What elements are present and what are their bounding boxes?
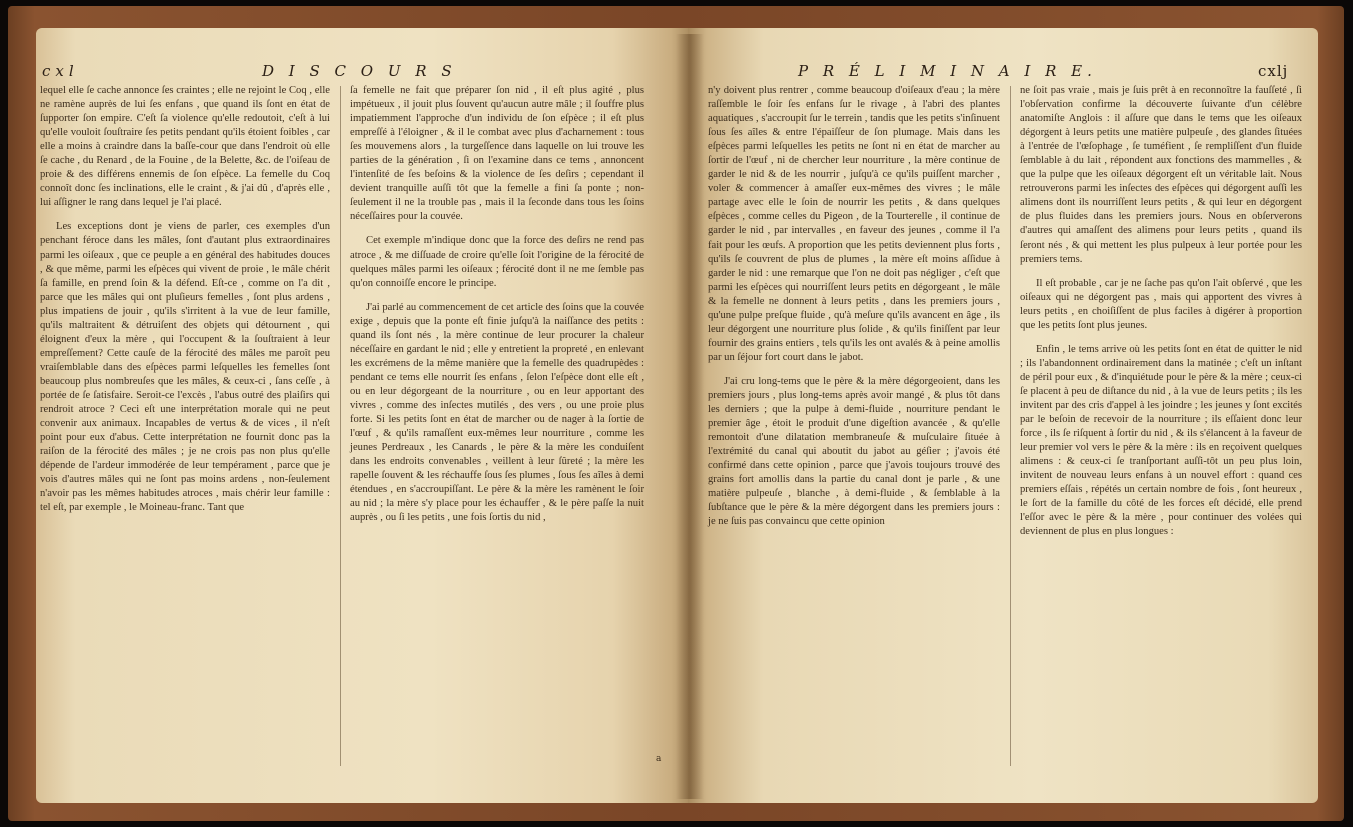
right-folio: cxlj — [1258, 62, 1289, 80]
paragraph: J'ai cru long-tems que le père & la mère dégorgeoient, dans les premiers jours , plus long-tems après avoir mangé , & plus tôt dans les derniers ; que la pulpe à demi-fluide , nourriture pendant le premier âge , étoit le produit d'une digeſtion avancée , & qu'elle remontoit d'une dilatation membraneuſe & muſculaire ſituée à l'extrémité du canal qui aboutit du jabot au géſier ; j'avois été confirmé dans cette opinion , parce que j'avois toujours trouvé des grains fort amollis dans la partie du canal dont je parle , & une matière pulpeuſe , blanche , à demi-fluide , & ſemblable à la ſubſtance que le père & la mère dégorgent dans les premiers jours : je ne ſuis pas convaincu que cette opinion — [708, 375, 1000, 528]
book-gutter — [676, 34, 704, 799]
right-column-1 — [708, 84, 1000, 539]
column-rule — [340, 86, 341, 766]
left-column-1 — [40, 84, 330, 525]
paragraph: Les exceptions dont je viens de parler, ces exemples d'un penchant féroce dans les mâles, ſont d'autant plus extraordinaires parmi les oiſeaux , que ce peuple a en général des habitudes douces , & que même, parmi les eſpèces qui vivent de proie , le mâle chérit ſa famille, en prend ſoin & la défend. Eſt-ce , comme on l'a dit , parce que les mâles qui ont pluſieurs femelles , ſont plus ardens , plus impatiens de jouir , qu'ils s'irritent à la vue de leur famille, qu'ils maltraitent & détruiſent des objets qui détournent , qui éloignent d'eux la mère , qui l'occupent & la ſouſtraient à leur empreſſement? Cette cauſe de la férocité des mâles me paroît peu vraiſemblable dans des eſpèces parmi leſquelles les femelles ſont beaucoup plus nombreuſes que les mâles, & ceux-ci , ſans ceſſe , à portée de ſe ſatisfaire. Seroit-ce l'excès , l'abus outré des plaiſirs qui rendroit atroce ? Ceci eſt une interprétation morale qui ne peut convenir aux animaux. Incapables de vertus & de vices , il n'eſt point pour eux d'abus. Cette interprétation ne fournit donc pas la raiſon de la férocité des mâles ; je ne crois pas non plus qu'elle dépende de l'ardeur immodérée de leur tempérament , parce que je vois d'autres mâles qui ne ſont pas moins ardens , non-ſeulement n'avoir pas les mêmes habitudes atroces , mais chérir leur famille : tel eſt, par exemple , le Moineau-franc. Tant que — [40, 221, 330, 514]
paragraph: ne ſoit pas vraie , mais je ſuis prêt à en reconnoître la fauſſeté , ſi l'obſervation confirme la découverte ſuivante d'un célèbre anatomiſte Anglois : il aſſure que dans le tems que les oiſeaux dégorgent à leurs petits une matière pulpeuſe , des glandes ſituées à l'entrée de l'œſophage , ſe tuméfient , ſe rempliſſent d'un fluide ſemblable à du lait , répondent aux fonctions des mammelles , & que la pulpe que les oiſeaux dégorgent eſt un véritable lait. Nous retrouverons parmi les inſectes des eſpèces qui dégorgent auſſi les alimens dont ils nourriſſent leurs petits , & qui leur en dégorgent de plus fluides dans les premiers jours. Nous en obſerverons d'autres qui amaſſent des alimens pour leurs petits , quand ils ſeront nés , & qui mettent les plus pulpeux à leur portée pour les premiers tems. — [1020, 85, 1302, 265]
right-running-head: P R É L I M I N A I R E. — [798, 62, 1097, 80]
paragraph: Il eſt probable , car je ne ſache pas qu'on l'ait obſervé , que les oiſeaux qui ne dégorgent pas , mais qui apportent des vivres à leurs petits , en choiſiſſent de plus faciles à digérer à proportion que les petits ſont plus jeunes. — [1020, 277, 1302, 331]
left-running-head: D I S C O U R S — [262, 62, 457, 80]
book-spread — [8, 6, 1344, 821]
paragraph: J'ai parlé au commencement de cet article des ſoins que la couvée exige , depuis que la ponte eſt finie juſqu'à la naiſſance des petits : quand ils ſont nés , la mère continue de leur procurer la chaleur néceſſaire en gardant le nid ; elle y entretient la propreté , en enlevant les excrémens de la même manière que la femelle des quadrupèdes : pendant ce tems elle nourrit ſes enfans , ſelon l'eſpèce dont elle eſt , ou en leur dégorgeant de la nourriture , ou en leur apportant des vivres , comme des inſectes mutilés , des vers , ou une proie plus forte. Si les petits ſont en état de marcher ou de nager à la ſortie de l'œuf , & qu'ils ramaſſent eux-mêmes leur nourriture , comme les jeunes Perdreaux , les Canards , le père & la mère les conduiſent dans les endroits convenables , veillent à leur ſûreté ; la mère les rapelle ſouvent & les réchauffe ſous ſes plumes , ſous ſes aîles à demi étendues , en s'accroupiſſant. Le père & la mère les ramènent le ſoir au nid ; la mère s'y place pour les échauffer , & le père paſſe la nuit auprès , ou ſi les petits , une fois ſortis du nid , — [350, 301, 644, 524]
left-column-2 — [350, 84, 644, 535]
right-column-2 — [1020, 84, 1302, 549]
paragraph: lequel elle ſe cache annonce ſes craintes ; elle ne rejoint le Coq , elle ne ramène auprès de lui ſes enfans , que quand ils ſont en état de ſupporter ſon empire. C'eſt ſa violence qu'elle redoutoit, c'eſt à lui qu'elle vouloit ſouſtraire ſes petits pendant qu'ils étoient foibles , car elle a moins à craindre dans la baſſe-cour que dans l'endroit où elle ſe cache , du Renard , de la Fouine , de la Belette, &c. de l'oiſeau de proie & des différens ennemis de ſon eſpèce. La femelle du Coq connoît donc ſes inclinations, elle le craint , & j'ai dû , d'après elle , lui aſſigner le rang dans lequel je l'ai placé. — [40, 85, 330, 209]
paragraph: Cet exemple m'indique donc que la force des deſirs ne rend pas atroce , & me diſſuade de croire qu'elle ſoit l'origine de la férocité de quelques mâles parmi les oiſeaux ; férocité dont il ne me ſemble pas qu'on connoiſſe encore le principe. — [350, 235, 644, 289]
paragraph: n'y doivent plus rentrer , comme beaucoup d'oiſeaux d'eau ; la mère raſſemble le ſoir ſes enfans ſur le rivage , à l'abri des plantes aquatiques , s'accroupit ſur le terrein , tandis que les petits s'inſinuent ſous ſes aîles & entre l'épaiſſeur de ſon plumage. Mais dans les eſpèces parmi leſquelles les petits ne ſont ni en état de marcher au ſortir de l'œuf , ni de chercher leur nourriture , la mère continue de garder le nid & de les nourrir , juſqu'à ce qu'ils puiſſent marcher , voler & commencer à amaſſer eux-mêmes des vivres ; le mâle partage avec elle le ſoin de nourrir les petits , & dans quelques eſpèces , comme celles du Pigeon , de la Tourterelle , il continue de garder le nid , par intervalles , en faveur des jeunes , comme il l'a fait pour les œufs. A proportion que les petits deviennent plus forts , qu'ils ſe couvrent de plus de plumes , la mère eſt moins aſſidue à garder le nid : une remarque que l'on ne doit pas négliger , c'eſt que parmi les eſpèces qui nourriſſent leurs petits en dégorgeant , le mâle & la femelle ne donnent à leurs petits , dans les premiers jours , qu'une pulpe preſque fluide , qu'à meſure qu'ils avancent en âge , ils leur dégorgent une nourriture plus ſolide , & qu'ils finiſſent par leur fournir des grains entiers , tels qu'ils les ont avalés & à peine amollis par un ſéjour fort court dans le jabot. — [708, 85, 1000, 363]
left-folio: cxl — [42, 62, 79, 80]
signature-mark: a — [656, 754, 662, 764]
paragraph: Enfin , le tems arrive où les petits ſont en état de quitter le nid ; ils l'abandonnent ordinairement dans la matinée ; c'eſt un inſtant de péril pour eux , & d'inquiétude pour le père & la mère ; ceux-ci ſe placent à peu de diſtance du nid , à la vue de leurs petits ; ils les invitent par des cris d'appel à les joindre ; les jeunes y ſont excités par le beſoin de recevoir de la nourriture ; ils eſſaient donc leur force , ils ſe riſquent à ſortir du nid , & ils s'élancent à la faveur de leur premier vol vers le père & la mère : ils en reçoivent quelques alimens : & ceux-ci ſe tranſportant auſſi-tôt un peu plus loin, invitent de nouveau leurs enfans à un nouvel effort : quand ces premiers eſſais , répétés un certain nombre de fois , ſont heureux , le ſort de la famille du côté de les forces eſt décidé, elle prend l'eſſor avec le père & la mère , pour continuer des volées qui deviennent de plus en plus longues : — [1020, 343, 1302, 538]
paragraph: ſa femelle ne fait que préparer ſon nid , il eſt plus agité , plus impétueux , il jouit plus ſouvent qu'aucun autre mâle ; il ſouffre plus impatiemment l'approche d'un individu de ſon eſpèce ; il eſt plus empreſſé à l'éloigner , & il le combat avec plus d'acharnement : tous ſes mouvemens alors , la turgeſſence dans laquelle on lui trouve les parties de la génération , ſi on l'examine dans ce tems , annoncent l'intenſité de ſes beſoins & la violence de ſes deſirs ; cependant il devient tranquille auſſi tôt que la femelle a fini ſa ponte ; non-ſeulement il ne la trouble pas , mais il la ſeconde dans tous les ſoins néceſſaires pour la couvée. — [350, 85, 644, 223]
right-page — [688, 28, 1318, 803]
column-rule — [1010, 86, 1011, 766]
left-page — [36, 28, 691, 803]
